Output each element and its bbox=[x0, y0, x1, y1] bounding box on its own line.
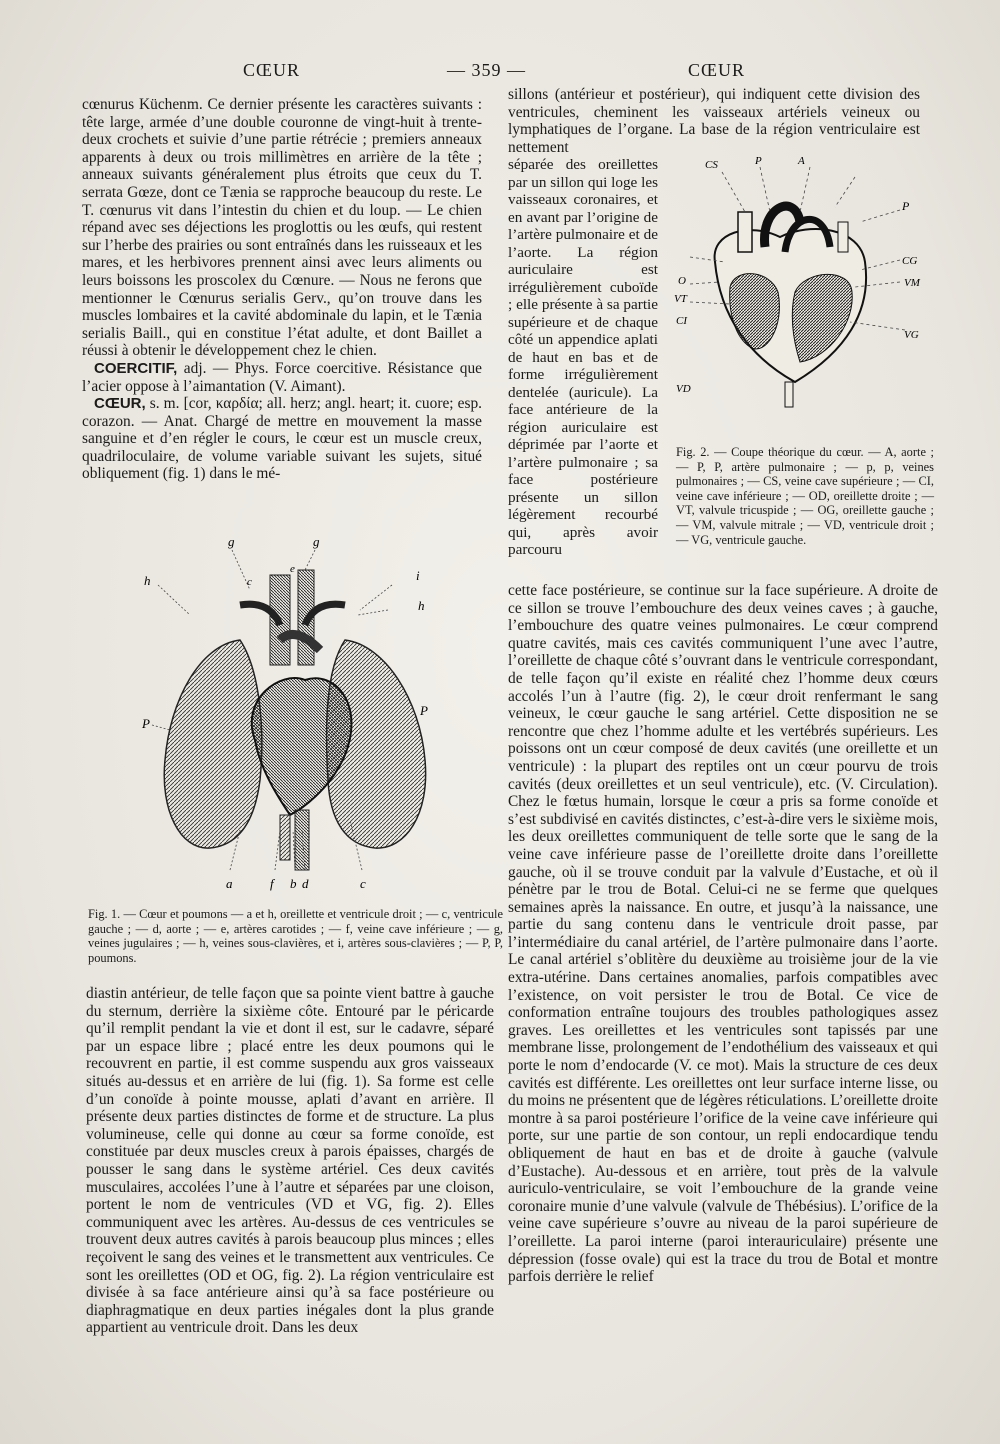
fig2-label-p-right: P bbox=[902, 199, 910, 213]
coeur-cavites-paragraph: cette face postérieure, se continue sur la face supérieure. A droite de ce sillon se trouve l’embouchure des deux veines caves ; à gauche, l’embouchure des quatre veines pulmonaires. Le cœur comprend quatre cavités, mais ces cavités communiquent l’une avec l’autre, l’oreillette de chaque côté s’ouvrant dans le ventricule correspondant, de telle façon qu’il existe en réalité chez l’homme deux cœurs accolés l’un à l’autre (fig. 2), le cœur droit renfermant le sang veineux, le cœur gauche le sang artériel. Cette disposition ne se rencontre que chez l’homme adulte et les vertébrés supérieurs. Les poissons ont un cœur composé de deux cavités (une oreillette et un ventricule) : la plupart des reptiles ont un cœur pourvu de trois cavités (deux oreillettes et un seul ventricule), etc. (V. Circulation). Chez le fœtus humain, lorsque le cœur a pris sa forme conoïde et s’est subdivisé en cavités distinctes, c’est-à-dire vers le sixième mois, les deux oreillettes communiquent de telle sorte que le sang de la veine cave inférieure passe de l’oreillette droite dans l’oreillette gauche, où il se trouve conduit par la valvule d’Eustache, et où il pénètre par le trou de Botal. Celui-ci ne se ferme que quelques semaines après la naissance. En outre, et jusqu’à la naissance, une partie du sang contenu dans le ventricule droit passe, par l’intermédiaire du canal artériel, de l’artère pulmonaire dans l’aorte. Le canal artériel s’oblitère du deuxième au troisième jour de la vie extra-utérine. Dans certaines anomalies, parfois compatibles avec l’existence, on voit persister le trou de Botal. Ce vice de conformation entraîne toujours des troubles pathologiques assez graves. Les oreillettes et les ventricules sont tapissés par une membrane lisse, prolongement de l’endothélium des vaisseaux et qui porte le nom d’endocarde (V. ce mot). Mais la structure de ces deux cavités est différente. Les oreillettes ont leur surface interne lisse, ou du moins ne présentent que de légères réticulations. L’oreillette droite montre à sa paroi postérieure l’orifice de la veine cave inférieure qui porte, sur une partie de son contour, un repli endocardique tendu obliquement de haut en bas et de droite à gauche (valvule d’Eustache). Au-dessous et en arrière, tout près de la valvule auriculo-ventriculaire, se voit l’embouchure de la grande veine coronaire munie d’une valvule (valvule de Thébésius). L’orifice de la veine cave supérieure s’ouvre au niveau de la paroi supérieure de l’oreillette. La paroi interne (paroi interauriculaire) présente une dépression (fosse ovale) qui est la trace du trou de Botal et montre parfois derrière le relief bbox=[508, 582, 938, 1286]
heart-lungs-engraving bbox=[130, 530, 460, 895]
heart-section-engraving bbox=[660, 152, 935, 437]
fig1-label-g1: g bbox=[228, 534, 235, 549]
left-column-top bbox=[82, 96, 482, 483]
right-column-bottom bbox=[508, 582, 938, 1286]
figure-2-caption: Fig. 2. — Coupe théorique du cœur. — A, aorte ; — P, P, artère pulmonaire ; — p, p, veines pulmonaires ; — CS, veine cave supérieure ; — CI, veine cave inférieure ; — OD, oreillette droite ; — VT, valvule tricuspide ; — OG, oreillette gauche ; — VM, valvule mitrale ; — VD, ventricule droit ; — VG, ventricule gauche. bbox=[676, 445, 934, 547]
fig1-label-p-left: P bbox=[142, 716, 150, 731]
right-column-top bbox=[508, 86, 920, 156]
coeur-definition: s. m. [cor, καρδία; all. herz; angl. heart; it. cuore; esp. corazon. — Anat. Chargé de mettre en mouvement la masse sanguine et d’en régler le cours, le cœur est un muscle creux, quadriloculaire, de volume variable suivant les sujets, situé obliquement (fig. 1) dans le mé- bbox=[82, 395, 482, 483]
fig1-label-e: e bbox=[290, 563, 295, 575]
running-head-right: CŒUR bbox=[688, 60, 746, 80]
sillons-paragraph: sillons (antérieur et postérieur), qui indiquent cette division des ventricules, cheminent les vaisseaux artériels veineux ou lymphatiques de l’organe. La base de la région ventriculaire est nettement bbox=[508, 86, 920, 156]
coercitif-headword: COERCITIF, bbox=[94, 359, 178, 377]
fig1-label-p-right: P bbox=[420, 703, 428, 718]
fig2-label-vm: VM bbox=[904, 277, 920, 289]
fig2-label-o: O bbox=[678, 275, 686, 287]
coercitif-entry bbox=[82, 360, 482, 395]
fig1-label-h2: h bbox=[418, 598, 425, 613]
region-paragraph: séparée des oreillettes par un sillon qui loge les vaisseaux coronaires, et en avant par l’origine de l’artère pulmonaire et de l’aorte. La région auriculaire est irrégulièrement cuboïde ; elle présente à sa partie supérieure et de chaque côté un appendice aplati de haut en bas et de forme irrégulièrement dentelée (auricule). La face antérieure de la région auriculaire est déprimée par l’aorte et l’artère pulmonaire ; sa face postérieure présente un sillon légèrement recourbé qui, après avoir parcouru bbox=[508, 156, 658, 558]
coeur-continuation: diastin antérieur, de telle façon que sa pointe vient battre à gauche du sternum, derrière la sixième côte. Entouré par le péricarde qu’il remplit pendant la vie et dont il est, sur le cadavre, séparé par un espace libre ; placé entre les deux poumons qui le recouvrent en partie, il est comme suspendu aux gros vaisseaux situés au-dessus et en arrière de lui (fig. 1). Sa forme est celle d’un conoïde à pointe mousse, aplati d’avant en arrière. Il présente deux parties distinctes de forme et de structure. La plus volumineuse, celle qui donne au cœur sa forme conoïde, est constituée par deux muscles creux à parois épaisses, chargés de pousser le sang dans le système artériel. Ces deux cavités musculaires, accolées l’une à l’autre et séparées par une cloison, portent le nom de ventricules (VD et VG, fig. 2). Elles communiquent avec les artères. Au-dessus de ces ventricules se trouvent deux autres cavités à parois beaucoup plus minces ; elles reçoivent le sang des veines et le transmettent aux ventricules. Ce sont les oreillettes (OD et OG, fig. 2). La région ventriculaire est divisée à sa face antérieure ainsi qu’à sa face postérieure ou diaphragmatique en deux parties inégales dont la plus grande appartient au ventricule droit. Dans les deux bbox=[86, 985, 494, 1337]
cenure-paragraph: cœnurus Küchenm. Ce dernier présente les caractères suivants : tête large, armée d’une double couronne de vingt-huit à trente-deux crochets et suivie d’une partie rétrécie ; premiers anneaux apparents à deux ou trois millimètres en arrière de la tête ; anneaux suivants généralement plus étroits que ceux du T. serrata Gœze, dont ce Tænia se rapproche beaucoup du reste. Le T. cœnurus vit dans l’intestin du chien et du loup. — Le chien répand avec ses déjections les proglottis ou les œufs, qui restent sur l’herbe des prairies ou sont entraînés dans les ruisseaux et les mares, et les herbivores prennent ainsi avec leurs aliments ou leurs boissons les proscolex du Cœnure. — Nous ne ferons que mentionner le Cœnurus serialis Gerv., qu’on trouve dans les muscles lombaires et la cavité abdominale du lapin, et le Tænia serialis Baill., qui en constitue l’état adulte, et dont Baillet a réussi à obtenir le développement chez le chien. bbox=[82, 96, 482, 360]
figure-2-heart-section bbox=[660, 152, 935, 437]
right-column-narrow bbox=[508, 156, 658, 559]
running-head-left: CŒUR bbox=[243, 60, 301, 80]
coercitif-definition: adj. — Phys. Force coercitive. Résistance que l’acier oppose à l’aimantation (V. Aimant). bbox=[82, 359, 482, 395]
fig1-label-i: i bbox=[416, 568, 420, 583]
fig2-label-cs: CS bbox=[705, 159, 718, 171]
coeur-headword: CŒUR, bbox=[94, 395, 146, 413]
fig2-label-vg: VG bbox=[904, 329, 919, 341]
fig2-label-vt: VT bbox=[674, 293, 687, 305]
fig2-label-vd: VD bbox=[676, 383, 691, 395]
fig1-label-g2: g bbox=[313, 534, 320, 549]
fig2-label-a: A bbox=[798, 155, 805, 167]
fig1-label-a: a bbox=[226, 876, 233, 891]
fig1-label-d: d bbox=[302, 876, 309, 891]
left-column-bottom bbox=[86, 985, 494, 1337]
fig1-label-h1: h bbox=[144, 573, 151, 588]
fig2-label-cg: CG bbox=[902, 255, 918, 267]
fig1-label-c-top: c bbox=[247, 576, 252, 588]
fig1-label-f: f bbox=[270, 876, 274, 891]
fig1-label-c-bottom: c bbox=[360, 876, 366, 891]
fig2-label-p-top: P bbox=[755, 155, 762, 167]
figure-1-heart-and-lungs bbox=[130, 530, 460, 895]
page-number: — 359 — bbox=[447, 60, 526, 80]
figure-1-caption: Fig. 1. — Cœur et poumons — a et h, oreillette et ventricule droit ; — c, ventricule gauche ; — d, aorte ; — e, artères carotides ; — f, veine cave inférieure ; — g, veines jugulaires ; — h, veines sous-clavières, et i, artères sous-clavières ; — P, P, poumons. bbox=[88, 907, 503, 965]
fig2-label-ci: CI bbox=[676, 315, 687, 327]
coeur-entry bbox=[82, 395, 482, 483]
fig1-label-b: b bbox=[290, 876, 297, 891]
